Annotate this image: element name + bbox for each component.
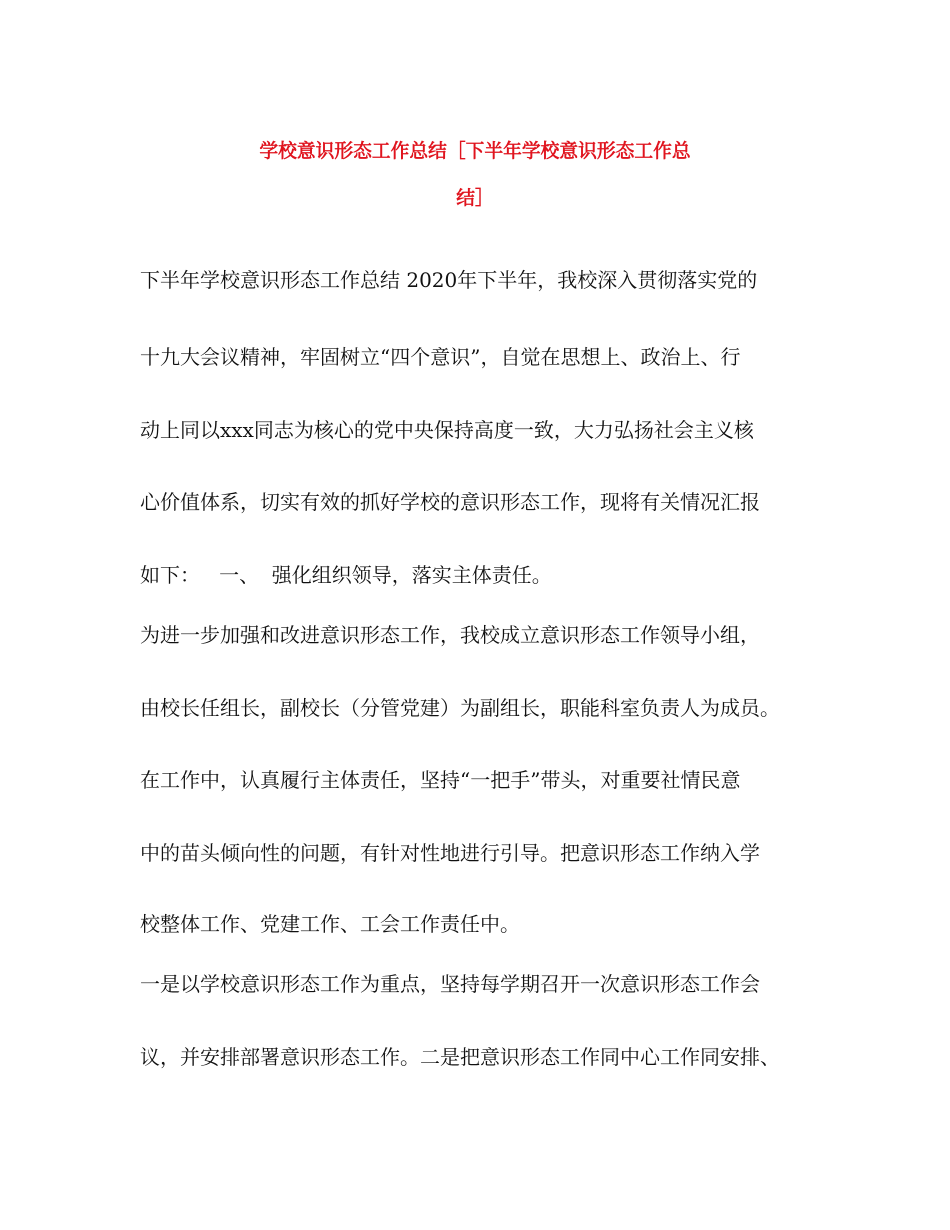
body-line: 动上同以xxx同志为核心的党中央保持高度一致，大力弘扬社会主义核 xyxy=(140,418,754,442)
document-title-line-1: 学校意识形态工作总结［下半年学校意识形态工作总 xyxy=(259,141,691,162)
body-line: 一是以学校意识形态工作为重点，坚持每学期召开一次意识形态工作会 xyxy=(140,972,760,996)
body-line: 校整体工作、党建工作、工会工作责任中。 xyxy=(140,912,520,936)
body-line: 十九大会议精神，牢固树立“四个意识”，自觉在思想上、政治上、行 xyxy=(140,345,741,369)
body-line: 为进一步加强和改进意识形态工作，我校成立意识形态工作领导小组， xyxy=(140,623,760,647)
body-line: 如下： 一、 强化组织领导，落实主体责任。 xyxy=(140,563,552,587)
document-title-line-2: 结］ xyxy=(456,188,494,209)
body-line: 下半年学校意识形态工作总结 2020年下半年，我校深入贯彻落实党的 xyxy=(140,268,758,292)
body-line: 议，并安排部署意识形态工作。二是把意识形态工作同中心工作同安排、 xyxy=(140,1045,780,1069)
body-line: 中的苗头倾向性的问题，有针对性地进行引导。把意识形态工作纳入学 xyxy=(140,841,760,865)
body-line: 在工作中，认真履行主体责任，坚持“一把手”带头，对重要社情民意 xyxy=(140,768,741,792)
body-line: 由校长任组长，副校长（分管党建）为副组长，职能科室负责人为成员。 xyxy=(140,696,780,720)
body-line: 心价值体系，切实有效的抓好学校的意识形态工作，现将有关情况汇报 xyxy=(140,490,760,514)
